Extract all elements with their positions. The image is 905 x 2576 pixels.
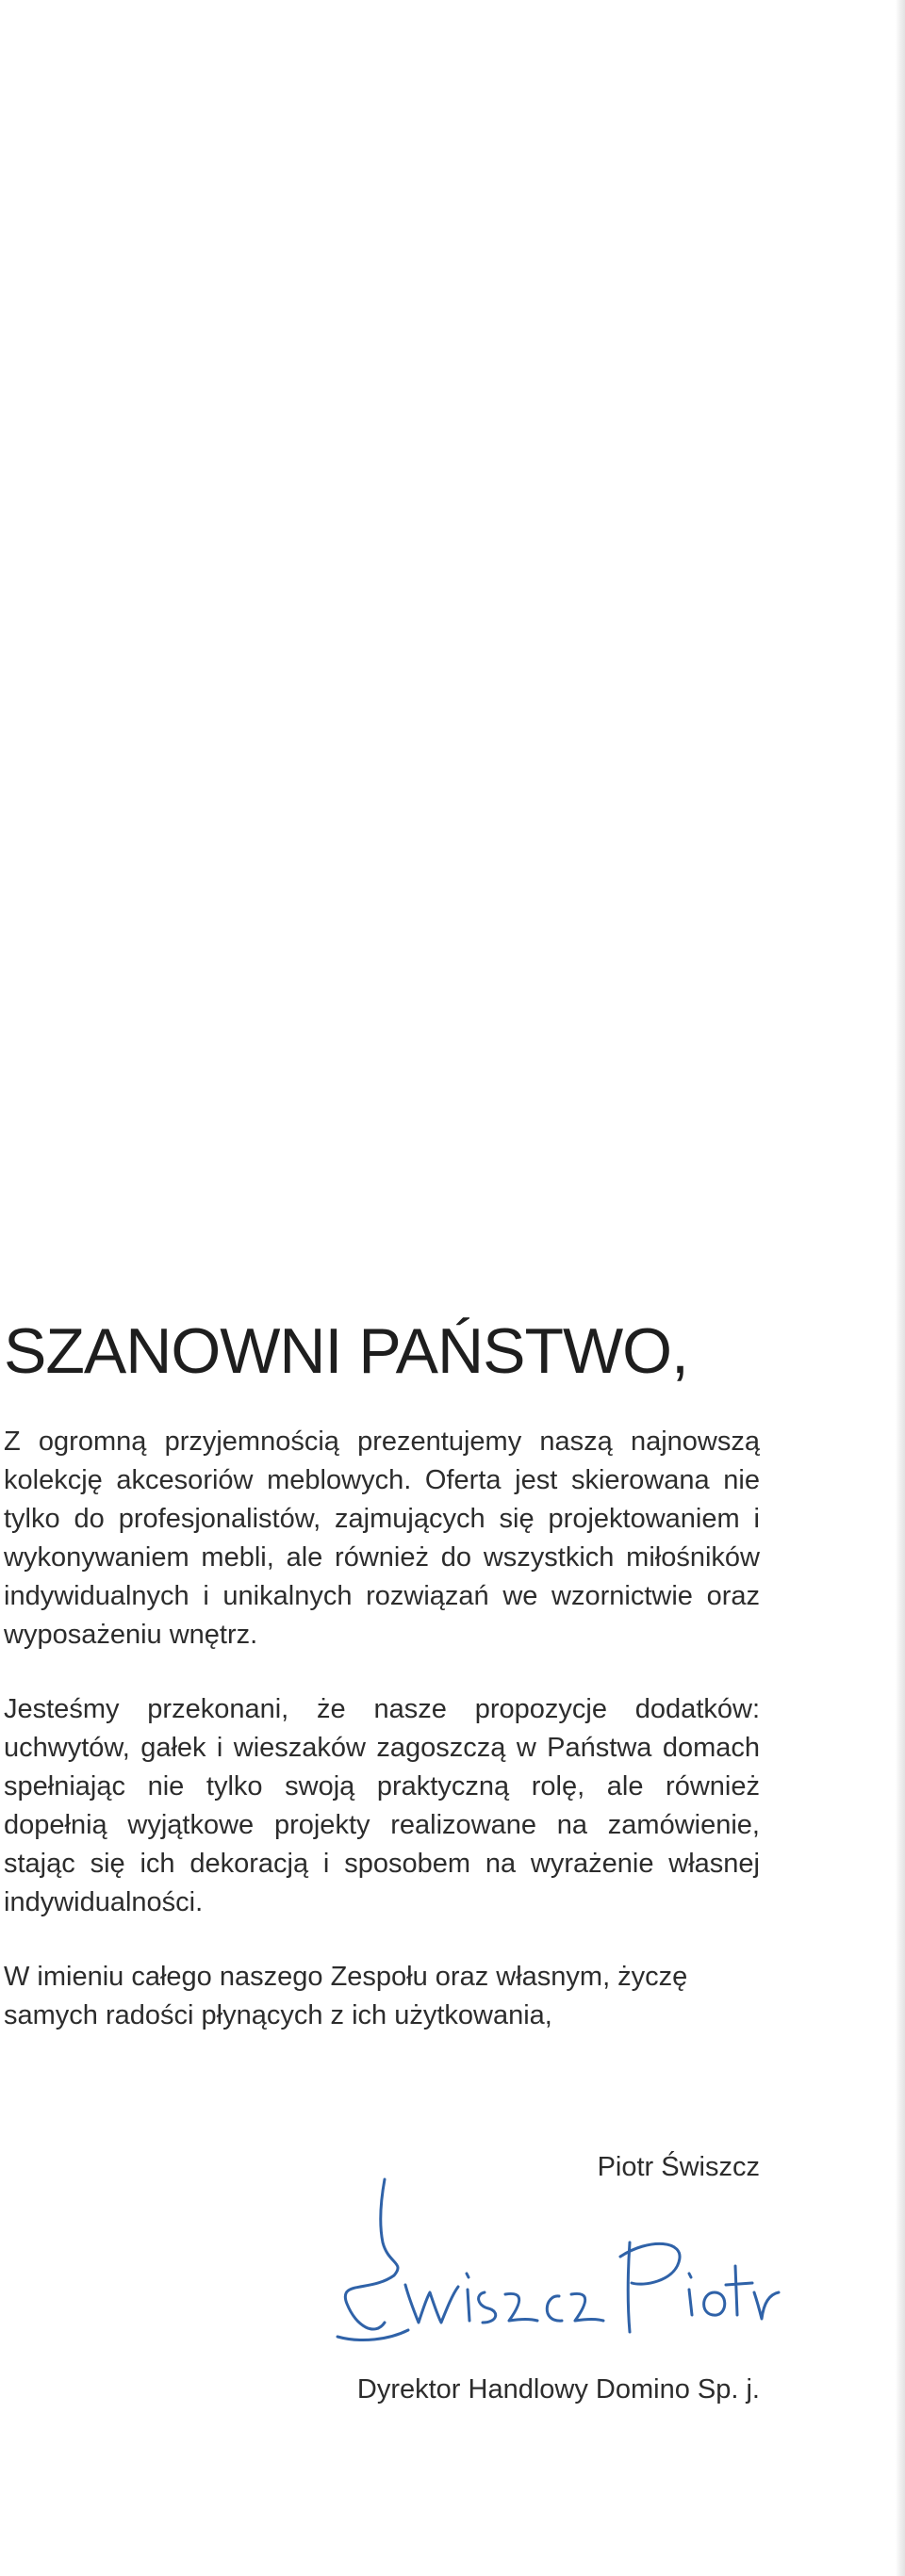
letter-paragraph-intro: Z ogromną przyjemnością prezentujemy naszą najnowszą kolekcję akcesoriów meblowych. Oferta jest skierowana nie tylko do profesjonalistów, zajmujących się projektowaniem i wykonywaniem mebli, ale również do wszystkich miłośników indywidualnych i unikalnych rozwiązań we wzornictwie oraz wyposażeniu wnętrz. [4,1427,760,1650]
handwritten-signature [158,2172,781,2351]
letter-body [4,1315,760,2071]
letter-paragraph-products: Jesteśmy przekonani, że nasze propozycje dodatków: uchwytów, gałek i wieszaków zagoszczą w Państwa domach spełniając nie tylko swoją praktyczną rolę, ale również dopełnią wyjątkowe projekty realizowane na zamówienie, stając się ich dekoracją i sposobem na wyrażenie własnej indywidualności. [4,1694,760,1917]
letter-heading: SZANOWNI PAŃSTWO, [4,1315,688,1387]
signatory-title: Dyrektor Handlowy Domino Sp. j. [356,2374,760,2405]
page-edge-shadow [896,0,905,2576]
letter-paragraph-closing: W imieniu całego naszego Zespołu oraz własnym, życzę samych radości płynących z ich użytkowania, [4,1962,688,2030]
signatory-name: Piotr Świszcz [597,2152,760,2182]
